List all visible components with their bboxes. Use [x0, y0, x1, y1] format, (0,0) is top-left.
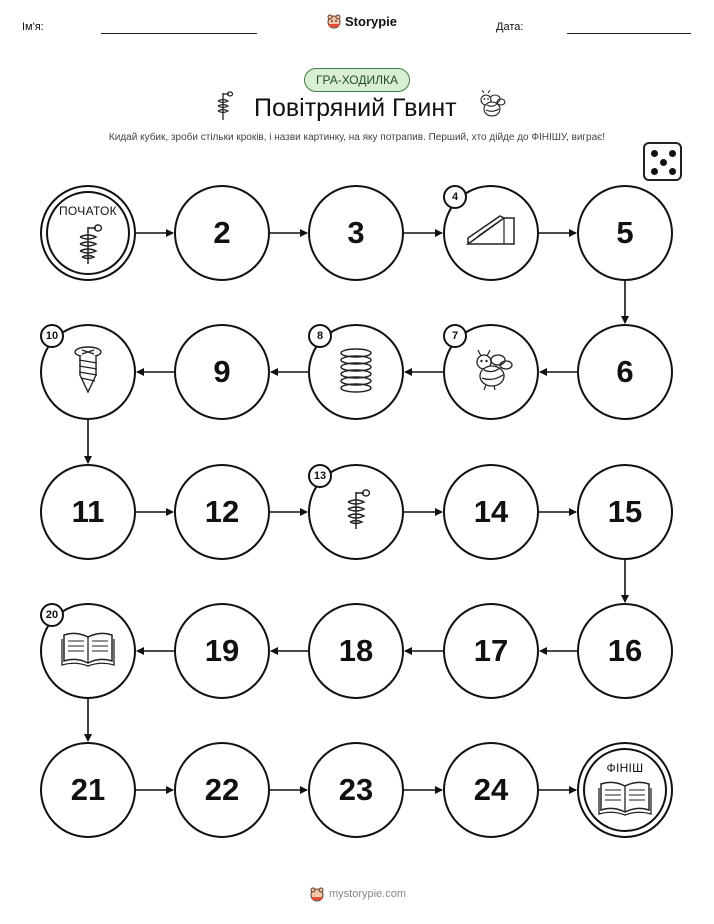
board-cell-11: [40, 464, 136, 560]
board-cell-25: [577, 742, 673, 838]
cell-number: 24: [473, 772, 509, 807]
board-cell-18: [308, 603, 404, 699]
cell-number-badge: 8: [308, 324, 332, 348]
propeller-icon: [341, 488, 371, 537]
board-cell-6: [577, 324, 673, 420]
cell-number: 2: [213, 215, 231, 250]
board-cell-22: [174, 742, 270, 838]
cell-number: 19: [204, 633, 240, 668]
cell-number: 11: [71, 494, 105, 529]
spring-icon: [336, 347, 376, 398]
storypie-footer-icon: [309, 886, 325, 902]
board-cell-7: [443, 324, 539, 420]
cell-number: 18: [338, 633, 374, 668]
cell-number: 23: [338, 772, 374, 807]
cell-number-badge: 7: [443, 324, 467, 348]
board-cell-12: [174, 464, 270, 560]
game-type-badge: ГРА-ХОДИЛКА: [304, 68, 410, 92]
cell-number-badge: 10: [40, 324, 64, 348]
cell-number: 9: [213, 354, 231, 389]
board-cell-24: [443, 742, 539, 838]
board-cell-3: [308, 185, 404, 281]
finish-caption: ФІНІШ: [606, 761, 644, 775]
book-icon: [60, 631, 116, 672]
footer-url: mystorypie.com: [329, 888, 407, 900]
propeller-icon: [73, 223, 103, 272]
cell-number: 16: [607, 633, 643, 668]
board-cell-2: [174, 185, 270, 281]
page-title: Повітряний Гвинт: [254, 94, 457, 122]
bee-icon: [468, 348, 514, 397]
board-cell-5: [577, 185, 673, 281]
footer: [309, 886, 406, 902]
board-cell-8: [308, 324, 404, 420]
cell-number: 22: [204, 772, 240, 807]
cell-number-badge: 20: [40, 603, 64, 627]
date-label: Дата:: [496, 21, 524, 33]
board-cell-4: [443, 185, 539, 281]
book-icon: [597, 780, 653, 821]
board-cell-19: [174, 603, 270, 699]
board-cell-14: [443, 464, 539, 560]
cell-number-badge: 4: [443, 185, 467, 209]
cell-number: 17: [473, 633, 509, 668]
board-cell-1: [40, 185, 136, 281]
cell-number: 3: [347, 215, 365, 250]
cell-number: 21: [70, 772, 106, 807]
screw-icon: [71, 345, 105, 400]
board-cell-13: [308, 464, 404, 560]
cell-number: 5: [616, 215, 634, 250]
board-cell-9: [174, 324, 270, 420]
board-cell-15: [577, 464, 673, 560]
board-cell-16: [577, 603, 673, 699]
board-cell-21: [40, 742, 136, 838]
board-cell-10: [40, 324, 136, 420]
brand-name: Storypie: [345, 13, 398, 29]
cell-number: 14: [473, 494, 509, 529]
cell-number: 12: [204, 494, 240, 529]
name-label: Ім'я:: [22, 21, 44, 33]
board-cell-20: [40, 603, 136, 699]
board-cell-17: [443, 603, 539, 699]
board-cell-23: [308, 742, 404, 838]
cell-number-badge: 13: [308, 464, 332, 488]
start-caption: ПОЧАТОК: [59, 204, 117, 218]
cell-number: 15: [607, 494, 643, 529]
instructions-text: Кидай кубик, зроби стільки кроків, і назви картинку, на яку потрапив. Перший, хто дійде до ФІНІШУ, виграє!: [108, 132, 606, 143]
cell-number: 6: [616, 354, 634, 389]
wedge-icon: [464, 214, 518, 253]
